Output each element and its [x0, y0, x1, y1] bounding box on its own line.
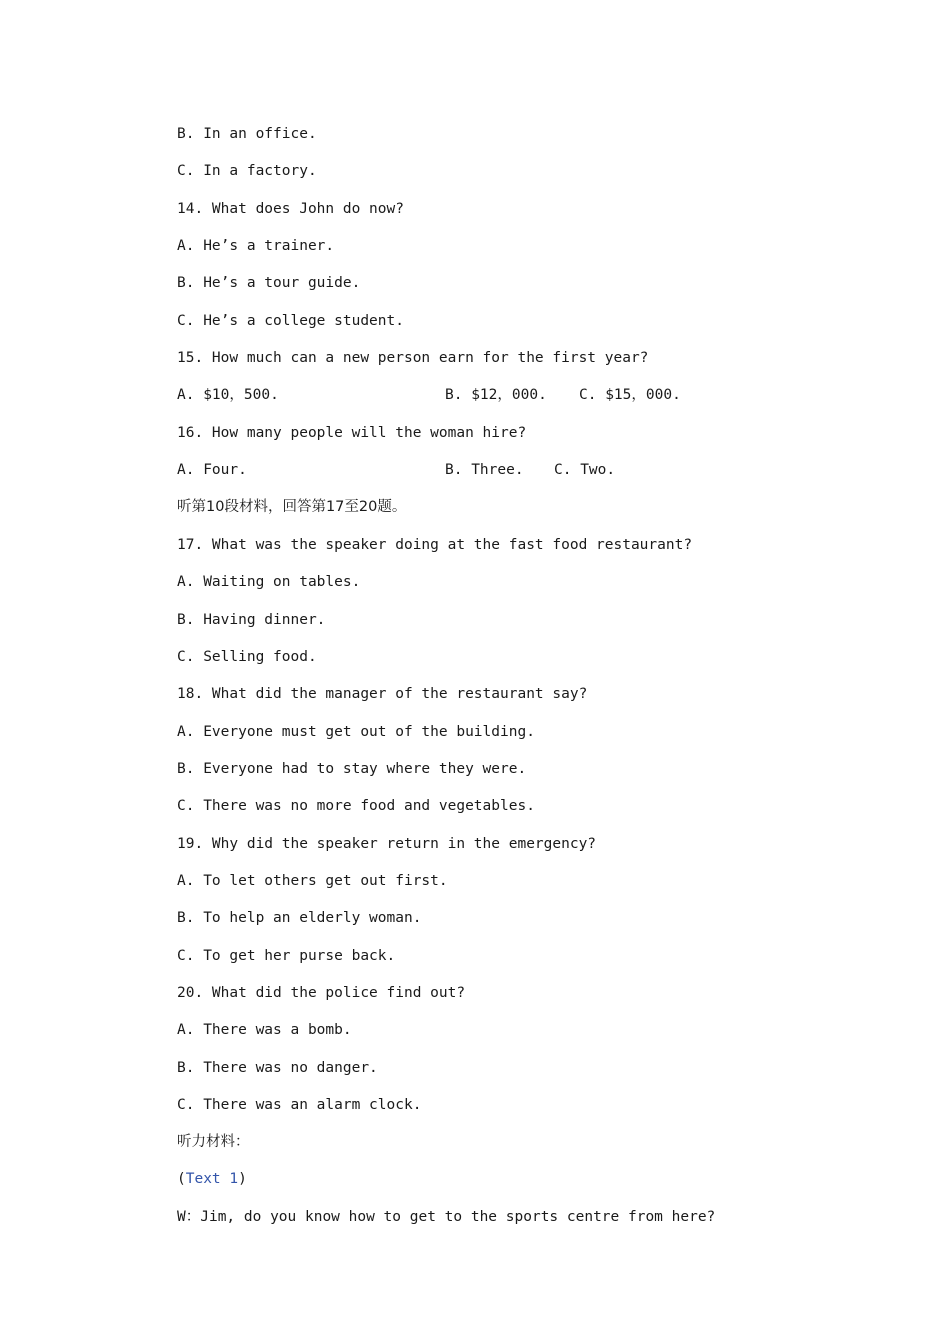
q13-option-b: B. In an office. [177, 126, 317, 142]
q15-option-b: B. $12，000. [445, 387, 547, 403]
q16-option-a: A. Four. [177, 462, 247, 478]
q19-question: 19. Why did the speaker return in the emergency? [177, 836, 597, 852]
q14-option-a: A. He’s a trainer. [177, 238, 335, 254]
q17-option-c: C. Selling food. [177, 649, 317, 665]
transcript-line-1: W：Jim, do you know how to get to the sports centre from here? [177, 1209, 716, 1225]
q16-options-row [177, 460, 737, 480]
q20-question: 20. What did the police find out? [177, 985, 466, 1001]
q16-option-b: B. Three. [445, 462, 524, 478]
transcript-heading: 听力材料： [177, 1134, 250, 1150]
text1-link[interactable]: Text 1 [185, 1171, 239, 1187]
section-10-instruction: 听第10段材料，回答第17至20题。 [177, 499, 407, 515]
text1-label-line [177, 1169, 247, 1189]
q14-option-c: C. He’s a college student. [177, 313, 404, 329]
text1-close-paren: ) [238, 1171, 247, 1187]
q14-option-b: B. He’s a tour guide. [177, 275, 361, 291]
q20-option-c: C. There was an alarm clock. [177, 1097, 422, 1113]
q15-options-row [177, 385, 737, 405]
q16-question: 16. How many people will the woman hire? [177, 425, 527, 441]
q17-option-b: B. Having dinner. [177, 612, 326, 628]
q17-option-a: A. Waiting on tables. [177, 574, 361, 590]
text1-open-paren: ( [177, 1171, 186, 1187]
q16-option-c: C. Two. [554, 462, 616, 478]
q18-option-b: B. Everyone had to stay where they were. [177, 761, 527, 777]
q19-option-b: B. To help an elderly woman. [177, 910, 422, 926]
q18-option-a: A. Everyone must get out of the building. [177, 724, 535, 740]
q14-question: 14. What does John do now? [177, 201, 404, 217]
q18-option-c: C. There was no more food and vegetables. [177, 798, 535, 814]
q19-option-a: A. To let others get out first. [177, 873, 448, 889]
q15-question: 15. How much can a new person earn for the first year? [177, 350, 649, 366]
q20-option-b: B. There was no danger. [177, 1060, 378, 1076]
q20-option-a: A. There was a bomb. [177, 1022, 352, 1038]
q13-option-c: C. In a factory. [177, 163, 317, 179]
q18-question: 18. What did the manager of the restaurant say? [177, 686, 588, 702]
q15-option-c: C. $15，000. [579, 387, 681, 403]
q19-option-c: C. To get her purse back. [177, 948, 396, 964]
q15-option-a: A. $10，500. [177, 387, 279, 403]
q17-question: 17. What was the speaker doing at the fast food restaurant? [177, 537, 693, 553]
